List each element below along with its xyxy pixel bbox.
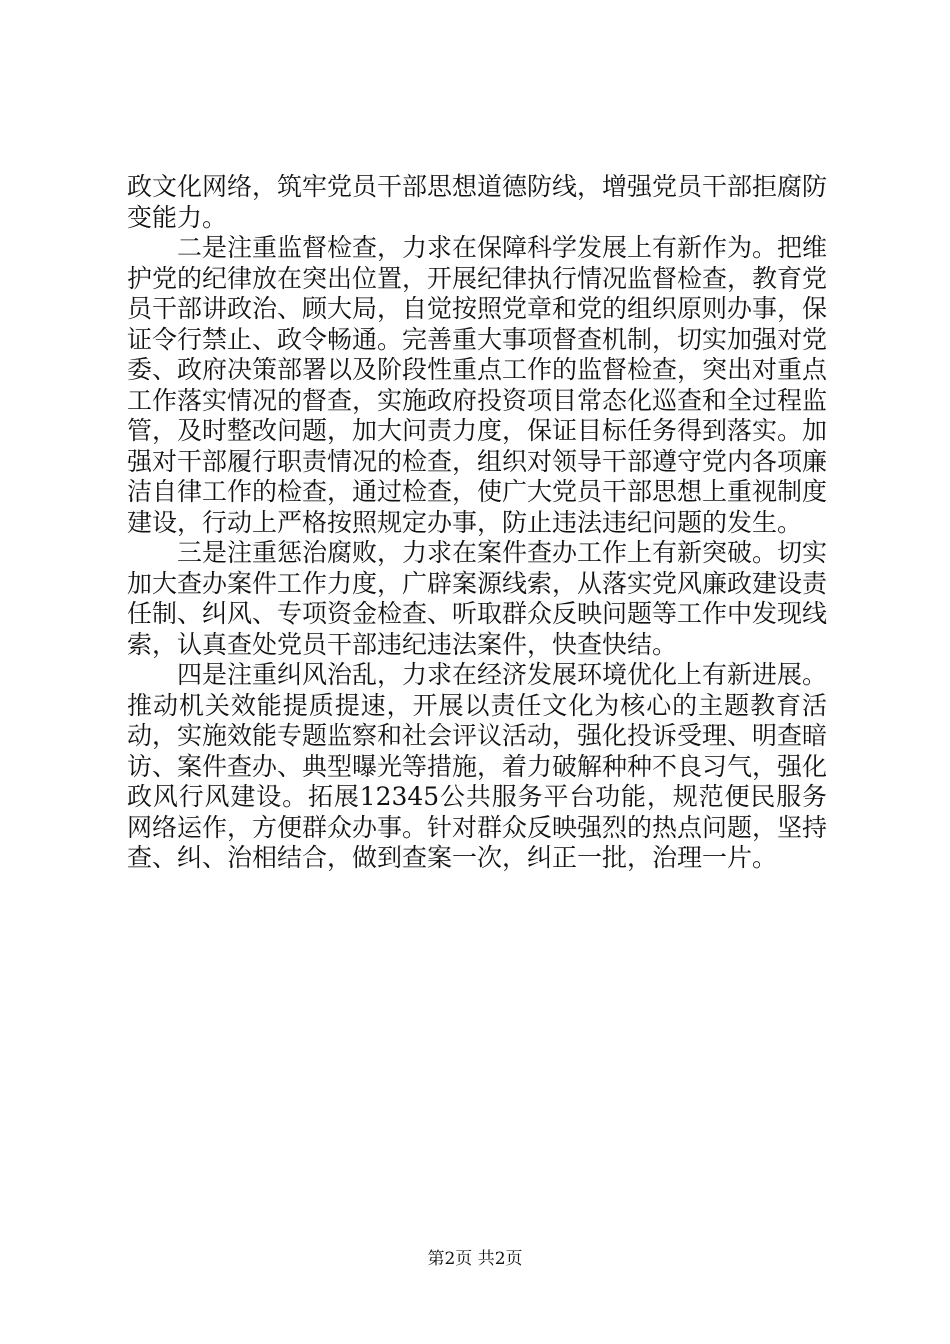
page-footer: 第2页 共2页 [427, 1249, 523, 1269]
paragraph-continuation: 政文化网络，筑牢党员干部思想道德防线，增强党员干部拒腐防变能力。 [127, 172, 828, 232]
paragraph-anticorruption: 三是注重惩治腐败，力求在案件查办工作上有新突破。切实加大查办案件工作力度，广辟案源线索，从落实党风廉政建设责任制、纠风、专项资金检查、听取群众反映问题等工作中发现线索，认真查处党员干部违纪违法案件，快查快结。 [127, 538, 828, 659]
paragraph-rectification: 四是注重纠风治乱，力求在经济发展环境优化上有新进展。推动机关效能提质提速，开展以责任文化为核心的主题教育活动，实施效能专题监察和社会评议活动，强化投诉受理、明查暗访、案件查办、典型曝光等措施，着力破解种种不良习气，强化政风行风建设。拓展12345公共服务平台功能，规范便民服务网络运作，方便群众办事。针对群众反映强烈的热点问题，坚持查、纠、治相结合，做到查案一次，纠正一批，治理一片。 [127, 660, 828, 872]
document-body [127, 172, 827, 874]
paragraph-supervision: 二是注重监督检查，力求在保障科学发展上有新作为。把维护党的纪律放在突出位置，开展纪律执行情况监督检查，教育党员干部讲政治、顾大局，自觉按照党章和党的组织原则办事，保证令行禁止、政令畅通。完善重大事项督查机制，切实加强对党委、政府决策部署以及阶段性重点工作的监督检查，突出对重点工作落实情况的督查，实施政府投资项目常态化巡查和全过程监管，及时整改问题，加大问责力度，保证目标任务得到落实。加强对干部履行职责情况的检查，组织对领导干部遵守党内各项廉洁自律工作的检查，通过检查，使广大党员干部思想上重视制度建设，行动上严格按照规定办事，防止违法违纪问题的发生。 [127, 233, 828, 537]
